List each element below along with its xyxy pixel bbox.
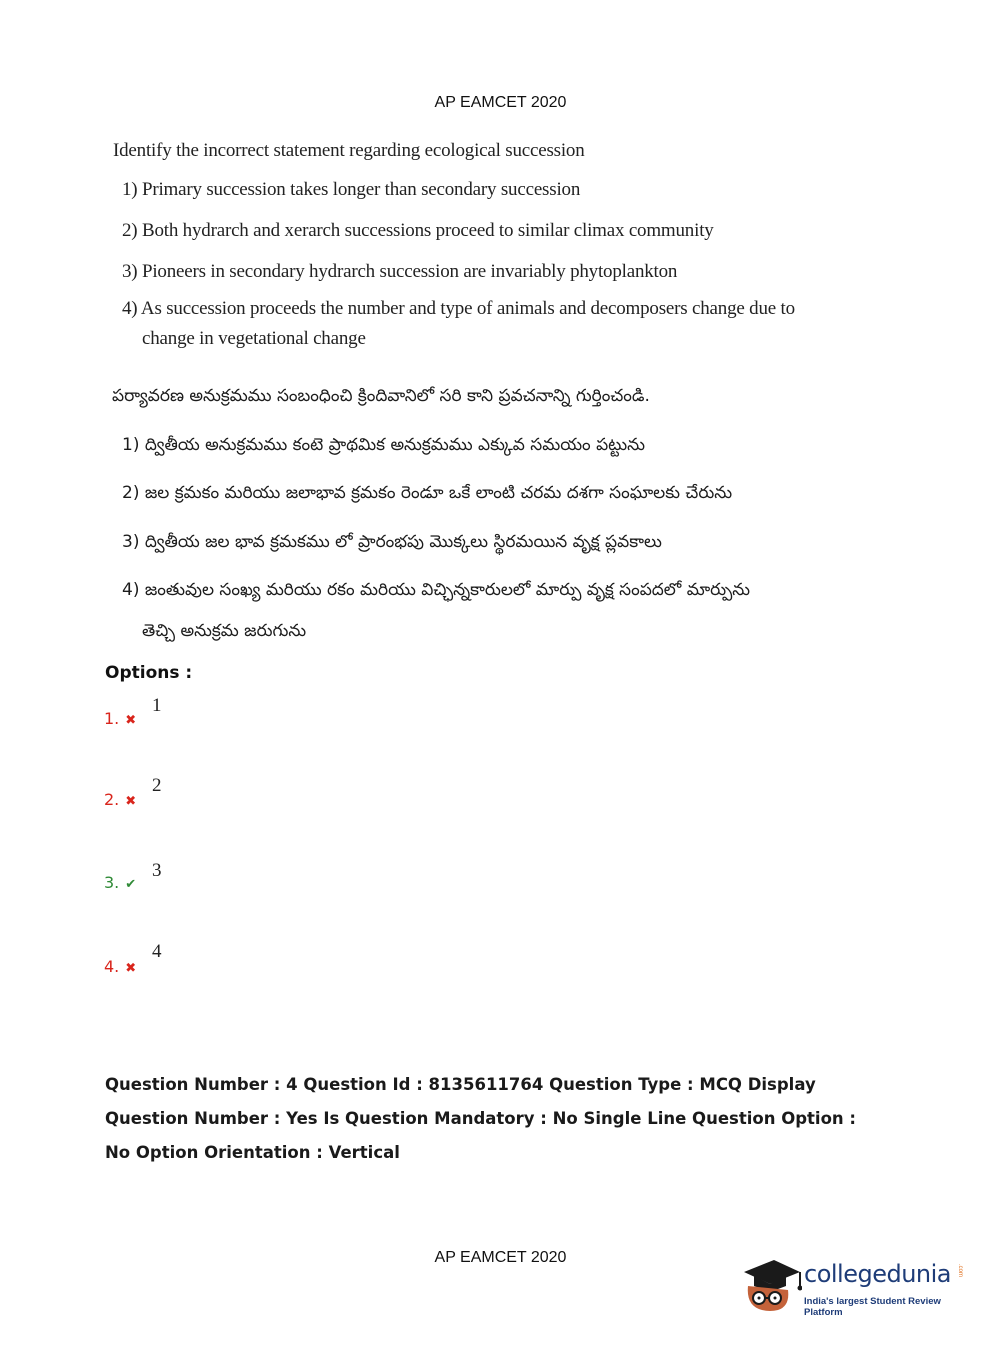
page-header: AP EAMCET 2020	[434, 94, 567, 111]
page-footer: AP EAMCET 2020	[434, 1249, 567, 1266]
english-option-4-continued: change in vegetational change	[142, 328, 366, 349]
english-option-2: 2) Both hydrarch and xerarch successions proceed to similar climax community	[122, 220, 714, 241]
mascot-graduation-cap-icon	[740, 1250, 802, 1316]
question-text-telugu: పర్యావరణ అనుక్రమము సంబంధించి క్రిందివానిలో సరి కాని ప్రవచనాన్ని గుర్తించండి.	[112, 386, 650, 406]
correct-check-icon: ✔	[125, 877, 137, 892]
question-metadata: Question Number : 4 Question Id : 8135611764 Question Type : MCQ Display Question Number : Yes Is Question Mandatory : No Single Line Question Option : No Option Orientation : Vertical	[105, 1075, 857, 1162]
logo-domain-suffix: .com	[957, 1264, 963, 1278]
logo-tagline: India's largest Student Review Platform	[804, 1296, 941, 1318]
english-option-4: 4) As succession proceeds the number and type of animals and decomposers change due to	[122, 298, 795, 319]
wrong-cross-icon: ✖	[125, 961, 137, 976]
collegedunia-logo	[740, 1250, 980, 1320]
telugu-option-1: 1) ద్వితీయ అనుక్రమము కంటె ప్రాథమిక అనుక్రమము ఎక్కువ సమయం పట్టును	[122, 435, 645, 455]
option-2-value: 2	[152, 775, 162, 796]
option-2-number: 2. ✖	[104, 790, 137, 809]
english-option-3: 3) Pioneers in secondary hydrarch succession are invariably phytoplankton	[122, 261, 678, 282]
wrong-cross-icon: ✖	[125, 713, 137, 728]
option-3-value: 3	[152, 860, 162, 881]
telugu-option-3: 3) ద్వితీయ జల భావ క్రమకము లో ప్రారంభపు మొక్కలు స్థిరమయిన వృక్ష ప్లవకాలు	[122, 532, 662, 552]
option-1-number: 1. ✖	[104, 709, 137, 728]
option-3-number: 3. ✔	[104, 873, 137, 892]
english-option-1: 1) Primary succession takes longer than secondary succession	[122, 179, 581, 200]
telugu-option-4-continued: తెచ్చి అనుక్రమ జరుగును	[142, 621, 307, 641]
wrong-cross-icon: ✖	[125, 794, 137, 809]
option-4-number: 4. ✖	[104, 957, 137, 976]
telugu-option-4: 4) జంతువుల సంఖ్య మరియు రకం మరియు విచ్ఛిన్నకారులలో మార్పు వృక్ష సంపదలో మార్పును	[122, 580, 751, 600]
option-4-value: 4	[152, 941, 162, 962]
logo-wordmark: collegedunia	[804, 1260, 952, 1288]
options-label: Options :	[105, 663, 193, 683]
telugu-option-2: 2) జల క్రమకం మరియు జలాభావ క్రమకం రెండూ ఒకే లాంటి చరమ దశగా సంఘాలకు చేరును	[122, 483, 733, 503]
option-1-value: 1	[152, 695, 162, 716]
question-text-english: Identify the incorrect statement regarding ecological succession	[113, 140, 585, 161]
